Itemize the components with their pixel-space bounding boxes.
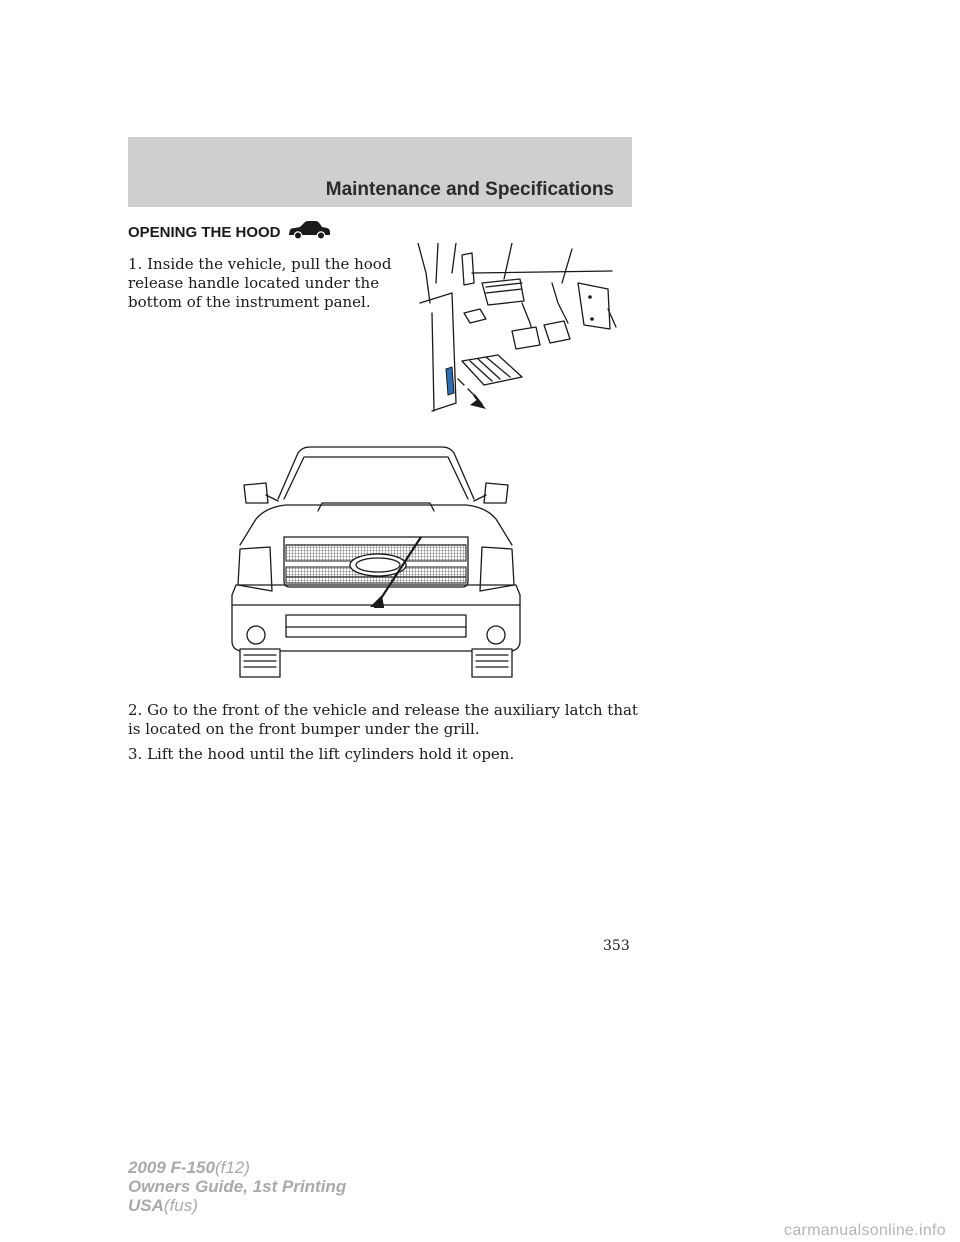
page-header-title: Maintenance and Specifications [325, 179, 614, 200]
watermark: carmanualsonline.info [784, 1222, 946, 1239]
hood-release-illustration [412, 243, 618, 415]
footer-model: 2009 F-150 [128, 1158, 215, 1177]
footer-region: USA [128, 1196, 164, 1215]
footer-info [128, 1158, 346, 1215]
page-number: 353 [603, 938, 630, 954]
truck-front-illustration [226, 445, 526, 683]
car-icon [287, 220, 331, 240]
section-heading: OPENING THE HOOD [128, 224, 281, 241]
footer-guide: Owners Guide, 1st Printing [128, 1177, 347, 1196]
step-2-text: 2. Go to the front of the vehicle and release the auxiliary latch that is located on the front bumper under the grill. [128, 701, 638, 738]
step-3-text: 3. Lift the hood until the lift cylinders hold it open. [128, 745, 515, 763]
footer-region-code: (fus) [163, 1196, 198, 1215]
header-band [128, 137, 632, 207]
footer-model-code: (f12) [214, 1158, 250, 1177]
step-1-text: 1. Inside the vehicle, pull the hood release handle located under the bottom of the instrument panel. [128, 255, 392, 311]
